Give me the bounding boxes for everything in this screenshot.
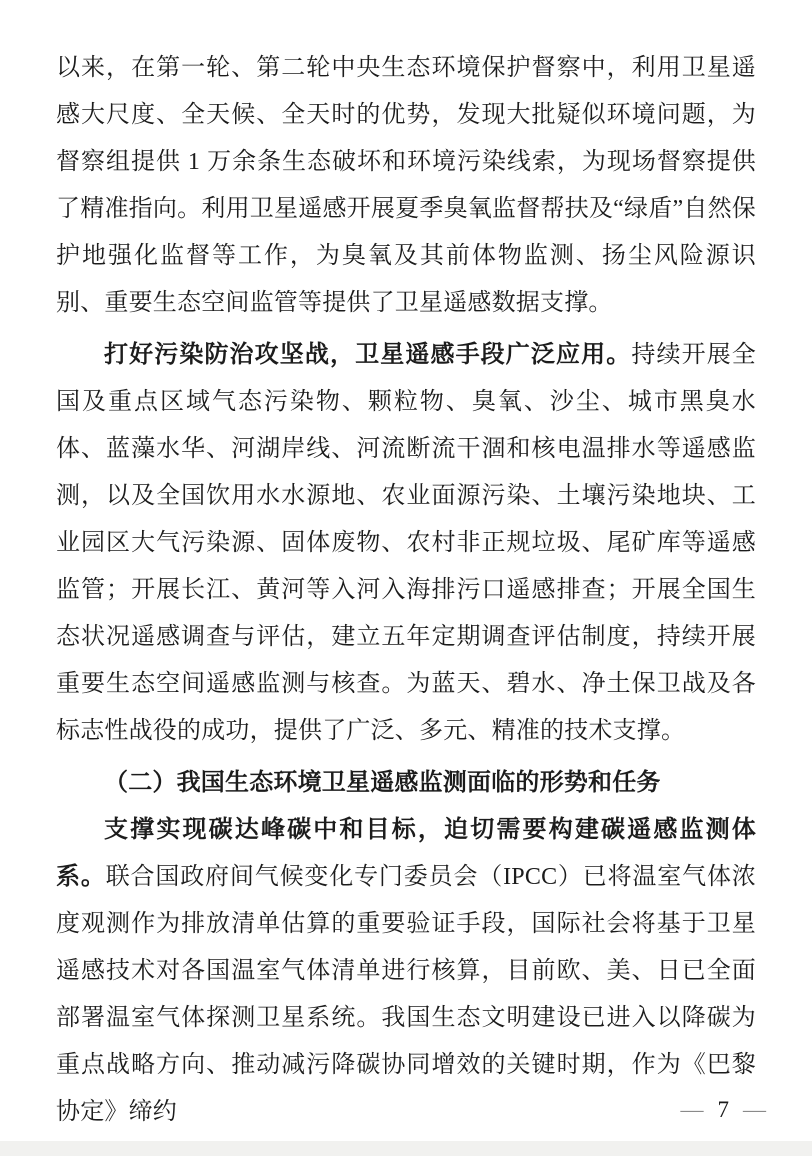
paragraph-text: 持续开展全国及重点区域气态污染物、颗粒物、臭氧、沙尘、城市黑臭水体、蓝藻水华、河湖岸线、河流断流干涸和核电温排水等遥感监测，以及全国饮用水水源地、农业面源污染、土壤污染地块、工业园区大气污染源、固体废物、农村非正规垃圾、尾矿库等遥感监管；开展长江、黄河等入河入海排污口遥感排查；开展全国生态状况遥感调查与评估，建立五年定期调查评估制度，持续开展重要生态空间遥感监测与核查。为蓝天、碧水、净土保卫战及各标志性战役的成功，提供了广泛、多元、精准的技术支撑。	[56, 342, 757, 744]
page-number-dash-right: —	[743, 1097, 766, 1122]
body-paragraph-2	[56, 332, 756, 755]
lead-sentence: 打好污染防治攻坚战，卫星遥感手段广泛应用。	[104, 342, 632, 368]
body-paragraph-1	[56, 45, 756, 327]
scan-edge-artifact	[0, 1141, 812, 1156]
paragraph-text: 联合国政府间气候变化专门委员会（IPCC）已将温室气体浓度观测作为排放清单估算的重要验证手段，国际社会将基于卫星遥感技术对各国温室气体清单进行核算，目前欧、美、日已全面部署温室气体探测卫星系统。我国生态文明建设已进入以降碳为重点战略方向、推动减污降碳协同增效的关键时期，作为《巴黎协定》缔约	[56, 864, 756, 1125]
page-body	[56, 45, 756, 1136]
body-paragraph-3	[56, 807, 756, 1136]
lead-sentence: 支撑实现碳达峰碳中和目标，迫切需要构建碳遥感监测体系。	[56, 817, 756, 890]
section-heading: （二）我国生态环境卫星遥感监测面临的形势和任务	[104, 770, 661, 796]
page-number-value: 7	[717, 1097, 729, 1122]
page-number	[681, 1096, 767, 1124]
page-number-dash-left: —	[680, 1097, 704, 1122]
paragraph-text: 以来，在第一轮、第二轮中央生态环境保护督察中，利用卫星遥感大尺度、全天候、全天时的优势，发现大批疑似环境问题，为督察组提供 1 万余条生态破坏和环境污染线索，为现场督察提供了精准指向。利用卫星遥感开展夏季臭氧监督帮扶及“绿盾”自然保护地强化监督等工作，为臭氧及其前体物监测、扬尘风险源识别、重要生态空间监管等提供了卫星遥感数据支撑。	[56, 55, 756, 316]
